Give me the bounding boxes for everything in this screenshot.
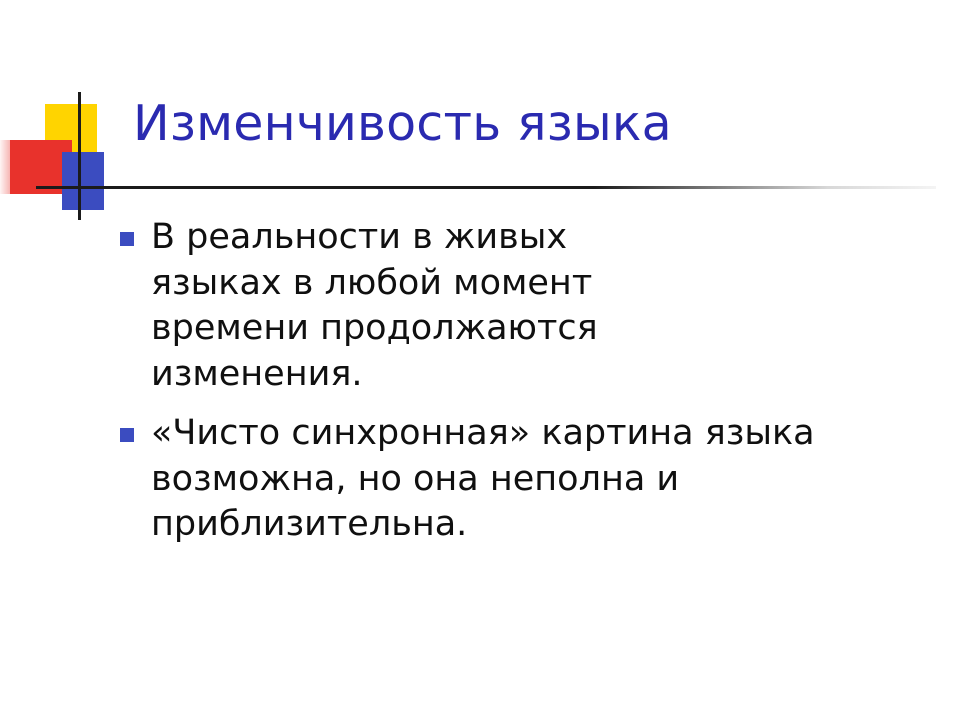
square-bullet-icon [120, 232, 134, 246]
list-item [120, 215, 910, 397]
slide-body [120, 215, 910, 562]
blue-square-icon [62, 152, 104, 210]
list-item-text: В реальности в живых языках в любой момент времени продолжаются изменения. [151, 217, 598, 394]
list-item-text: «Чисто синхронная» картина языка возможна, но она неполна и приблизительна. [151, 413, 815, 544]
vertical-rule [78, 92, 81, 220]
square-bullet-icon [120, 428, 134, 442]
horizontal-rule [36, 186, 936, 189]
list-item [120, 411, 910, 548]
decorative-header-graphic [0, 92, 140, 222]
slide-title: Изменчивость языка [133, 95, 672, 152]
